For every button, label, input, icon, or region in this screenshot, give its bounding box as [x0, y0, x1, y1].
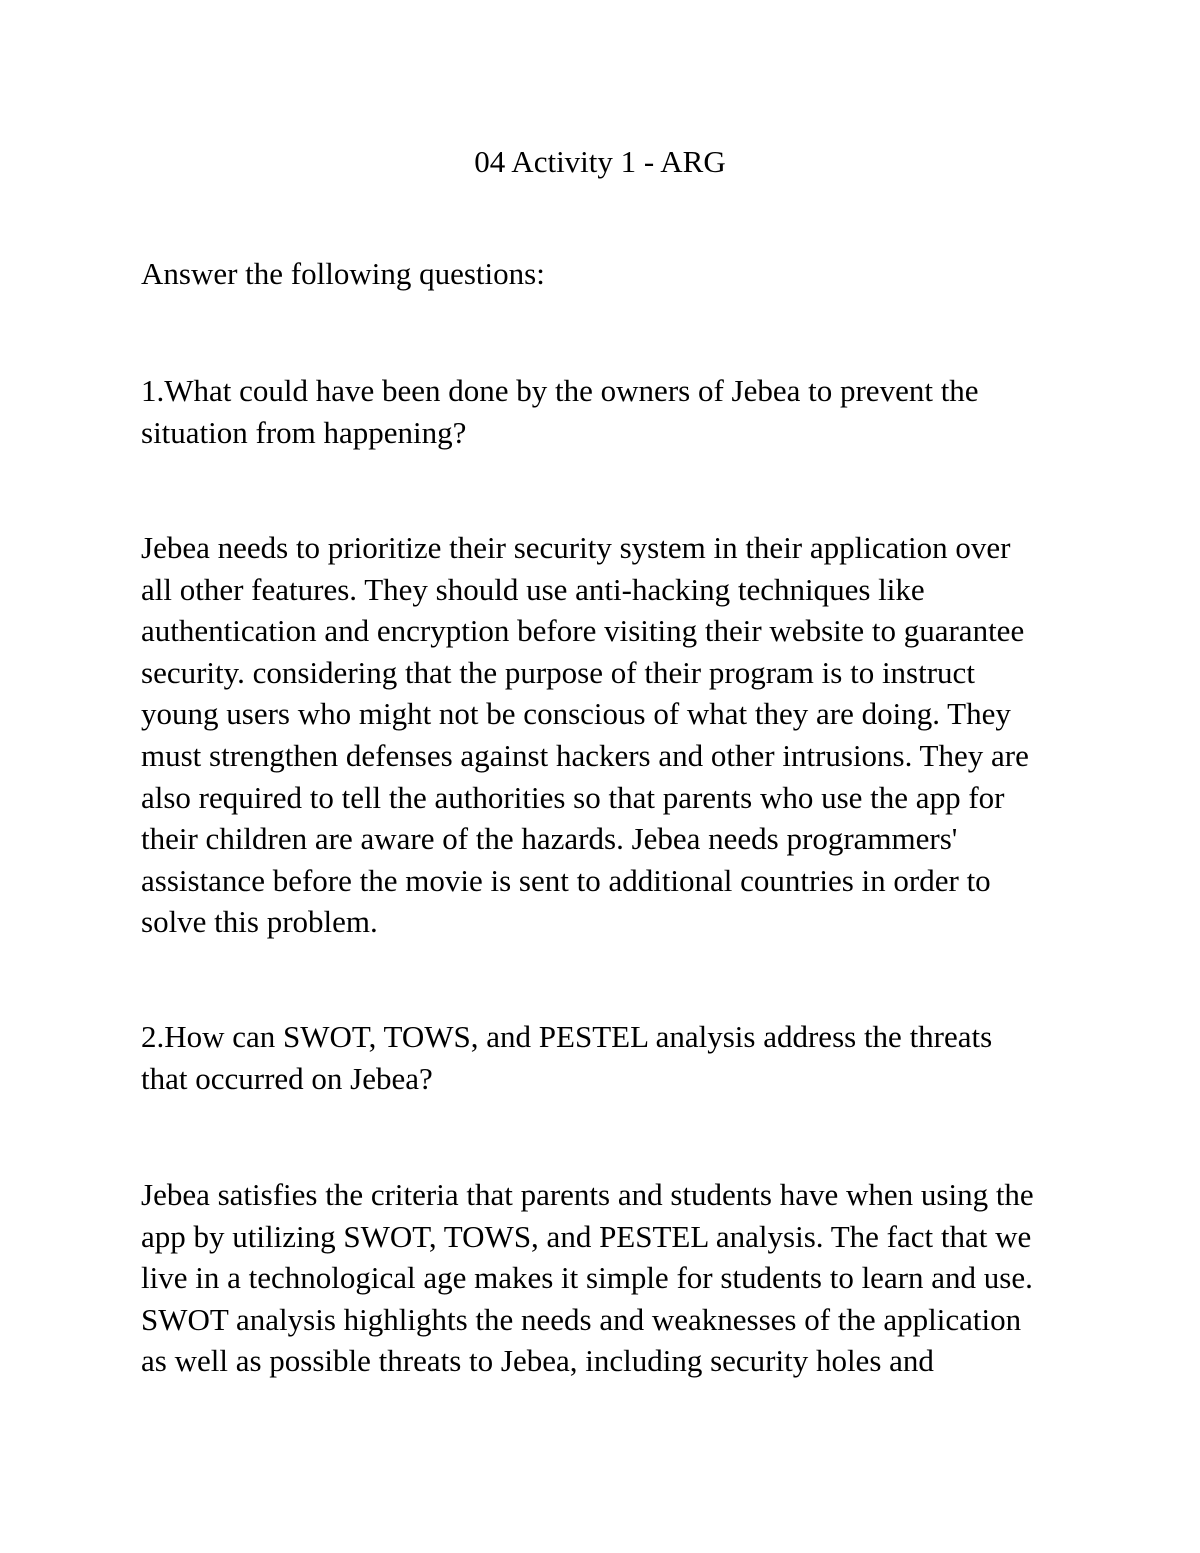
question-1: [141, 370, 1071, 453]
instruction-text: [141, 253, 1071, 295]
answer-1-line: solve this problem.: [141, 904, 378, 940]
answer-1-line: Jebea needs to prioritize their security system in their application over: [141, 530, 1011, 565]
answer-1-line: authentication and encryption before visiting their website to guarantee: [141, 613, 1025, 649]
document-title: 04 Activity 1 - ARG: [474, 144, 726, 179]
answer-2-line: app by utilizing SWOT, TOWS, and PESTEL analysis. The fact that we: [141, 1218, 1032, 1254]
answer-1-line: assistance before the movie is sent to additional countries in order to: [141, 862, 991, 898]
answer-2-line: as well as possible threats to Jebea, including security holes and: [141, 1343, 934, 1379]
answer-1: [141, 527, 1071, 943]
answer-2: [141, 1174, 1071, 1382]
question-2-line: 2.How can SWOT, TOWS, and PESTEL analysis address the threats: [141, 1019, 993, 1054]
answer-1-line: young users who might not be conscious of what they are doing. They: [141, 696, 1011, 732]
question-2: [141, 1016, 1071, 1099]
answer-2-line: SWOT analysis highlights the needs and weaknesses of the application: [141, 1301, 1022, 1337]
answer-1-line: must strengthen defenses against hackers and other intrusions. They are: [141, 737, 1029, 773]
answer-2-line: live in a technological age makes it simple for students to learn and use.: [141, 1260, 1033, 1296]
answer-1-line: all other features. They should use anti-hacking techniques like: [141, 571, 925, 607]
instruction-line: Answer the following questions:: [141, 256, 545, 291]
answer-1-line: also required to tell the authorities so that parents who use the app for: [141, 779, 1005, 815]
answer-2-line: Jebea satisfies the criteria that parents and students have when using the: [141, 1177, 1034, 1212]
answer-1-line: security. considering that the purpose of their program is to instruct: [141, 654, 975, 690]
answer-1-line: their children are aware of the hazards. Jebea needs programmers': [141, 821, 958, 857]
question-1-line: 1.What could have been done by the owners of Jebea to prevent the: [141, 373, 979, 408]
question-2-line: that occurred on Jebea?: [141, 1060, 433, 1096]
question-1-line: situation from happening?: [141, 414, 467, 450]
